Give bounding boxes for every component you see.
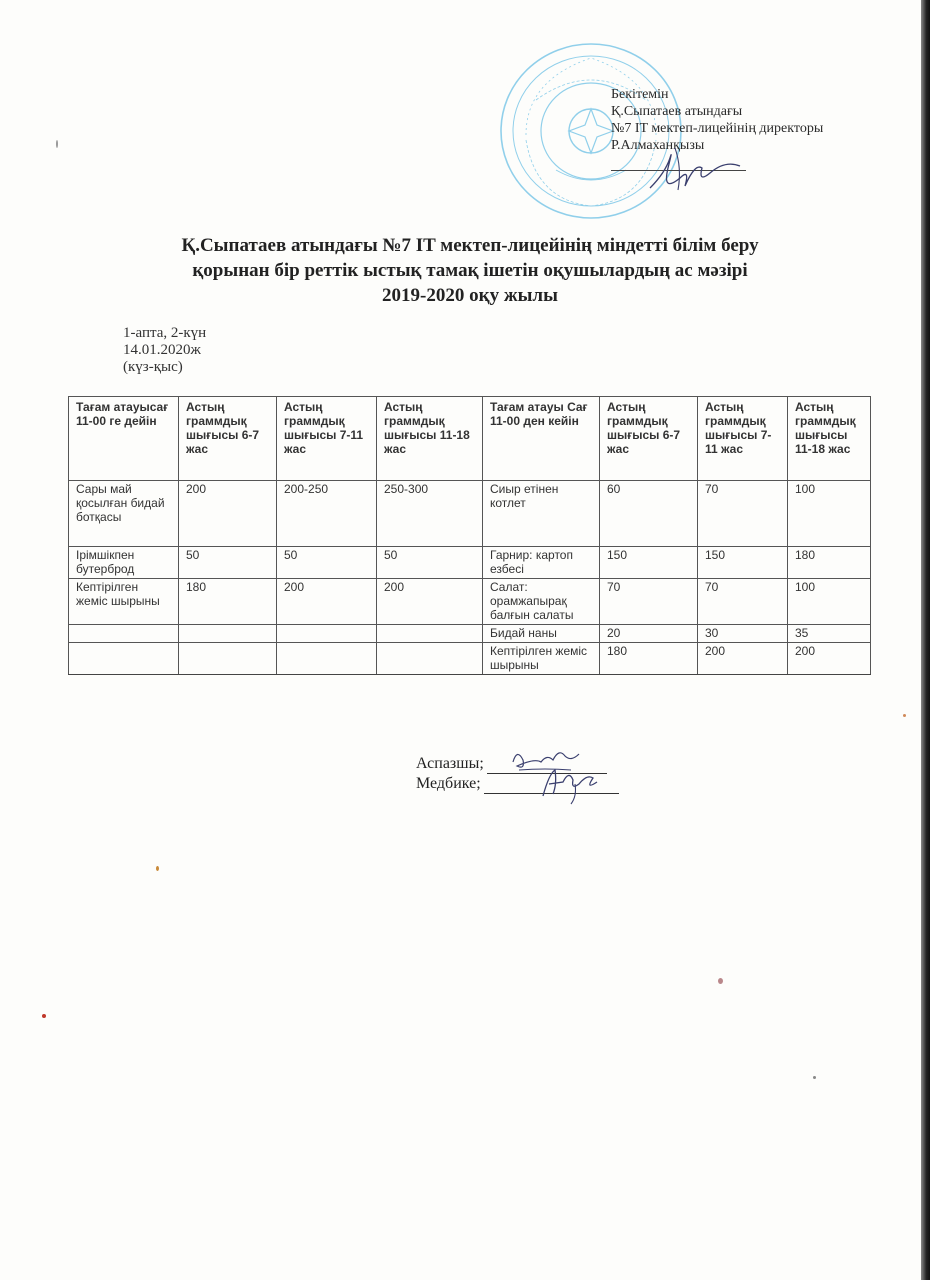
- document-title: [100, 233, 840, 308]
- scan-speck: [903, 714, 906, 717]
- scan-speck: [42, 1014, 46, 1018]
- director-signature: [640, 138, 750, 198]
- title-line-3: 2019-2020 оқу жылы: [382, 285, 558, 306]
- table-row: [69, 579, 871, 625]
- table-cell: [69, 625, 179, 643]
- table-cell: [277, 625, 377, 643]
- week-day: 1-апта, 2-күн: [123, 325, 207, 341]
- scan-speck: [813, 1076, 816, 1079]
- title-line-1: Қ.Сыпатаев атындағы №7 IT мектеп-лицейінің міндетті білім беру: [181, 235, 759, 256]
- menu-meta: [123, 325, 206, 376]
- table-cell: Кептірілген жеміс шырыны: [483, 643, 600, 675]
- table-cell: 150: [698, 547, 788, 579]
- table-cell: 50: [277, 547, 377, 579]
- table-row: [69, 481, 871, 547]
- approval-line-4: Р.Алмаханқызы: [611, 138, 705, 153]
- table-cell: Салат: орамжапырақ балғын салаты: [483, 579, 600, 625]
- table-cell: Сиыр етінен котлет: [483, 481, 600, 547]
- table-cell: 60: [600, 481, 698, 547]
- header-portion-6-7-b: Астың граммдық шығысы 6-7 жас: [600, 397, 698, 481]
- table-cell: 50: [179, 547, 277, 579]
- table-cell: Гарнир: картоп езбесі: [483, 547, 600, 579]
- cook-label: Аспазшы;: [416, 755, 484, 772]
- table-cell: 180: [600, 643, 698, 675]
- table-cell: 100: [788, 481, 871, 547]
- table-cell: 200: [179, 481, 277, 547]
- table-cell: [377, 643, 483, 675]
- table-cell: 250-300: [377, 481, 483, 547]
- table-cell: 30: [698, 625, 788, 643]
- scan-speck: [156, 866, 159, 871]
- table-cell: 200: [377, 579, 483, 625]
- table-cell: [277, 643, 377, 675]
- table-cell: 50: [377, 547, 483, 579]
- table-cell: Кептірілген жеміс шырыны: [69, 579, 179, 625]
- header-portion-11-18: Астың граммдық шығысы 11-18 жас: [377, 397, 483, 481]
- scan-edge-shadow: [921, 0, 930, 1280]
- table-cell: [377, 625, 483, 643]
- table-cell: 200-250: [277, 481, 377, 547]
- nurse-signature: [535, 760, 605, 808]
- table-cell: 70: [698, 579, 788, 625]
- table-row: [69, 643, 871, 675]
- header-dish-after-11: Тағам атауы Сағ 11-00 ден кейін: [483, 397, 600, 481]
- approval-line-1: Бекітемін: [611, 87, 669, 102]
- menu-season: (күз-қыс): [123, 359, 183, 375]
- approval-line-3: №7 IT мектеп-лицейінің директоры: [611, 121, 824, 136]
- table-header-row: [69, 397, 871, 481]
- scan-speck: [718, 978, 723, 984]
- table-cell: [179, 625, 277, 643]
- menu-table: [68, 396, 871, 675]
- table-cell: 35: [788, 625, 871, 643]
- header-portion-7-11: Астың граммдық шығысы 7-11 жас: [277, 397, 377, 481]
- table-cell: 200: [277, 579, 377, 625]
- table-cell: 200: [788, 643, 871, 675]
- table-cell: Ірімшікпен бутерброд: [69, 547, 179, 579]
- table-cell: 70: [698, 481, 788, 547]
- approval-line-2: Қ.Сыпатаев атындағы: [611, 104, 743, 119]
- table-row: [69, 625, 871, 643]
- table-cell: Бидай наны: [483, 625, 600, 643]
- scan-speck: [56, 140, 58, 148]
- table-cell: 100: [788, 579, 871, 625]
- table-cell: 180: [788, 547, 871, 579]
- table-cell: 150: [600, 547, 698, 579]
- table-cell: 70: [600, 579, 698, 625]
- header-dish-before-11: Тағам атауысағ 11-00 ге дейін: [69, 397, 179, 481]
- table-cell: [179, 643, 277, 675]
- table-cell: [69, 643, 179, 675]
- header-portion-11-18-b: Астың граммдық шығысы 11-18 жас: [788, 397, 871, 481]
- header-portion-7-11-b: Астың граммдық шығысы 7-11 жас: [698, 397, 788, 481]
- title-line-2: қорынан бір реттік ыстық тамақ ішетін оқушылардың ас мәзірі: [192, 260, 748, 281]
- table-row: [69, 547, 871, 579]
- menu-date: 14.01.2020ж: [123, 342, 201, 358]
- header-portion-6-7: Астың граммдық шығысы 6-7 жас: [179, 397, 277, 481]
- table-cell: 180: [179, 579, 277, 625]
- nurse-label: Медбике;: [416, 775, 481, 792]
- table-cell: Сары май қосылған бидай ботқасы: [69, 481, 179, 547]
- table-cell: 20: [600, 625, 698, 643]
- table-cell: 200: [698, 643, 788, 675]
